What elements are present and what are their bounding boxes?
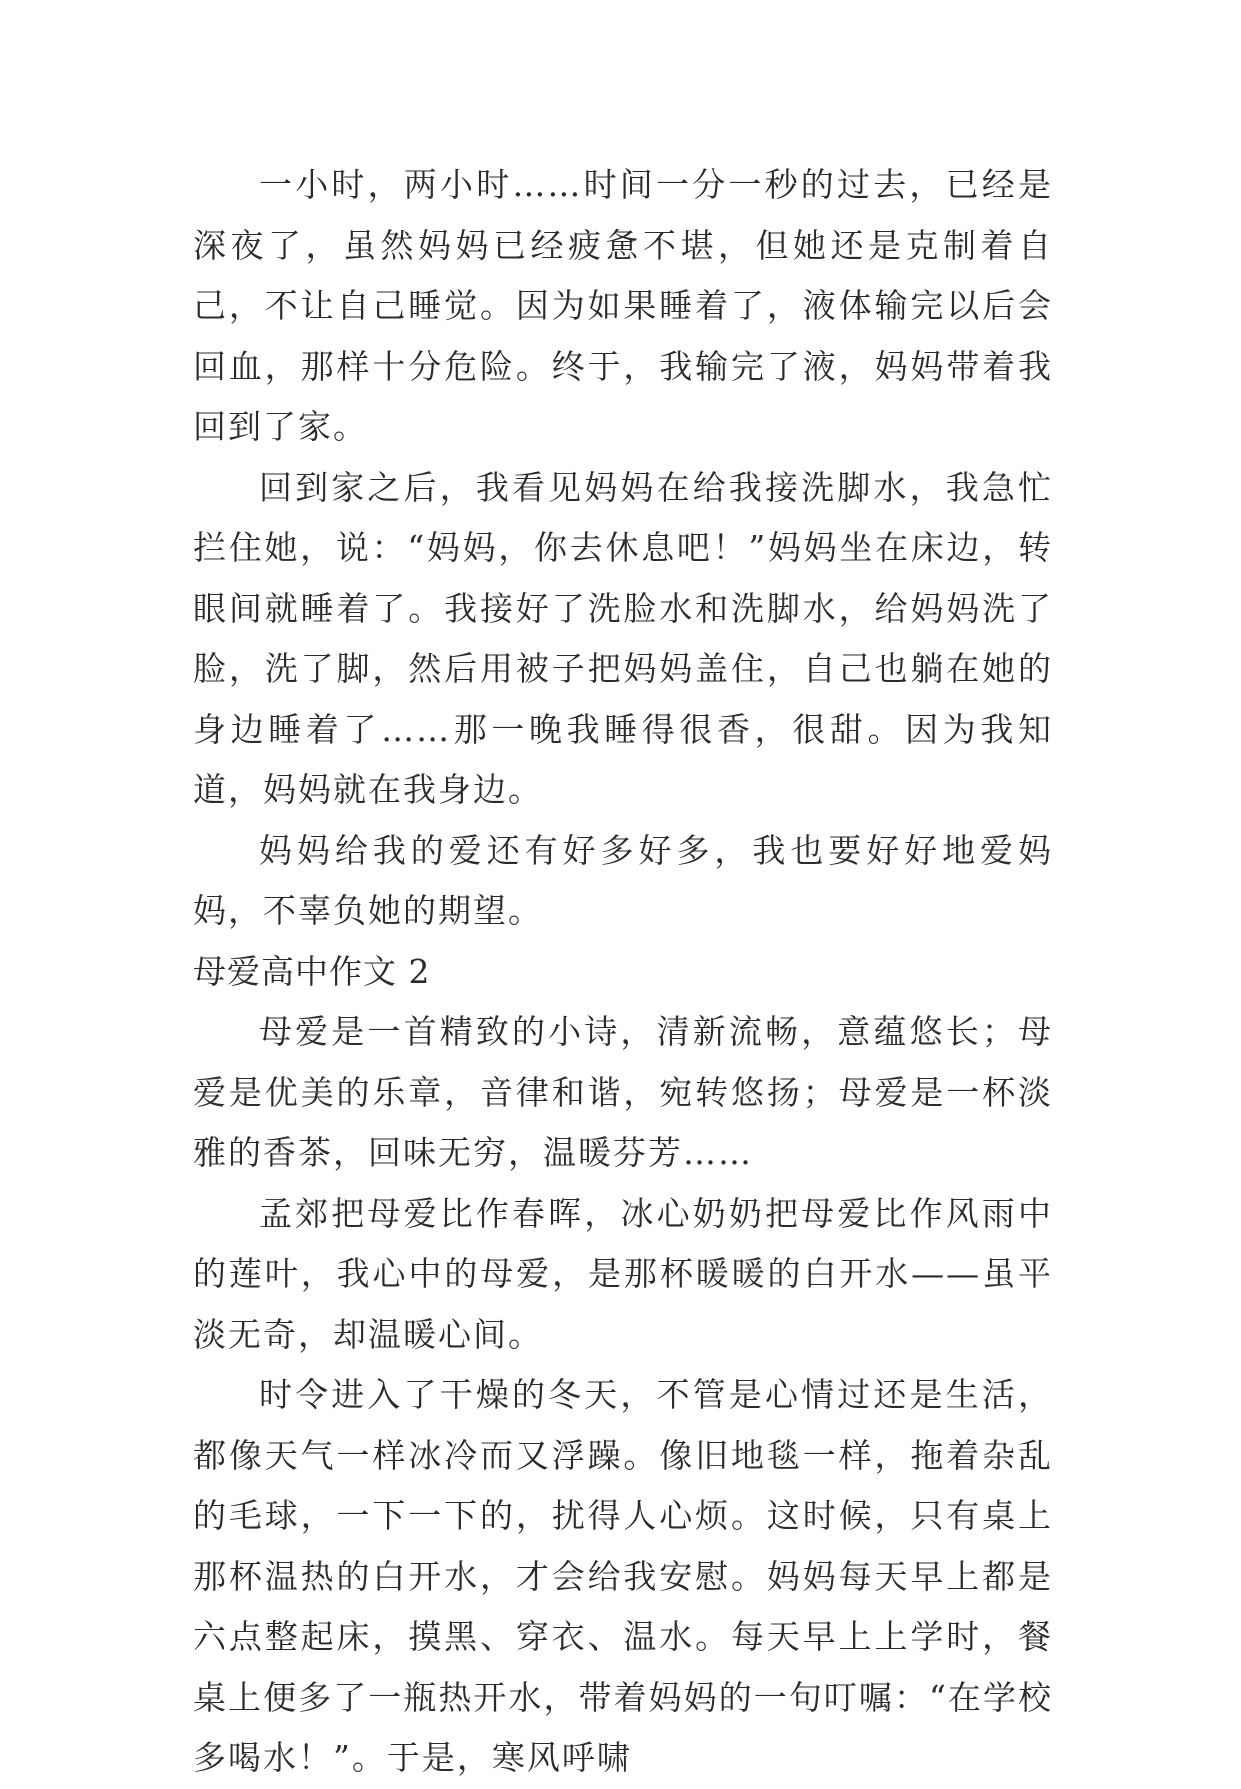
paragraph: 妈妈给我的爱还有好多好多，我也要好好地爱妈妈，不辜负她的期望。 [193, 830, 1053, 930]
paragraph: 母爱是一首精致的小诗，清新流畅，意蕴悠长；母爱是优美的乐章，音律和谐，宛转悠扬；母爱是一杯淡雅的香茶，回味无穷，温暖芬芳…… [193, 1012, 1053, 1172]
paragraph: 时令进入了干燥的冬天，不管是心情过还是生活，都像天气一样冰冷而又浮躁。像旧地毯一样，拖着杂乱的毛球，一下一下的，扰得人心烦。这时候，只有桌上那杯温热的白开水，才会给我安慰。妈妈每天早上都是六点整起床，摸黑、穿衣、温水。每天早上上学时，餐桌上便多了一瓶热开水，带着妈妈的一句叮嘱：“在学校多喝水！”。于是，寒风呼啸 [193, 1375, 1053, 1777]
document-body [193, 155, 1053, 1789]
paragraph: 孟郊把母爱比作春晖，冰心奶奶把母爱比作风雨中的莲叶，我心中的母爱，是那杯暖暖的白开水——虽平淡无奇，却温暖心间。 [193, 1193, 1053, 1354]
paragraph: 回到家之后，我看见妈妈在给我接洗脚水，我急忙拦住她，说：“妈妈，你去休息吧！”妈妈坐在床边，转眼间就睡着了。我接好了洗脸水和洗脚水，给妈妈洗了脸，洗了脚，然后用被子把妈妈盖住，自己也躺在她的身边睡着了……那一晚我睡得很香，很甜。因为我知道，妈妈就在我身边。 [193, 467, 1053, 809]
paragraph: 一小时，两小时……时间一分一秒的过去，已经是深夜了，虽然妈妈已经疲惫不堪，但她还是克制着自己，不让自己睡觉。因为如果睡着了，液体输完以后会回血，那样十分危险。终于，我输完了液，妈妈带着我回到了家。 [193, 165, 1053, 446]
section-title: 母爱高中作文 2 [193, 951, 431, 991]
